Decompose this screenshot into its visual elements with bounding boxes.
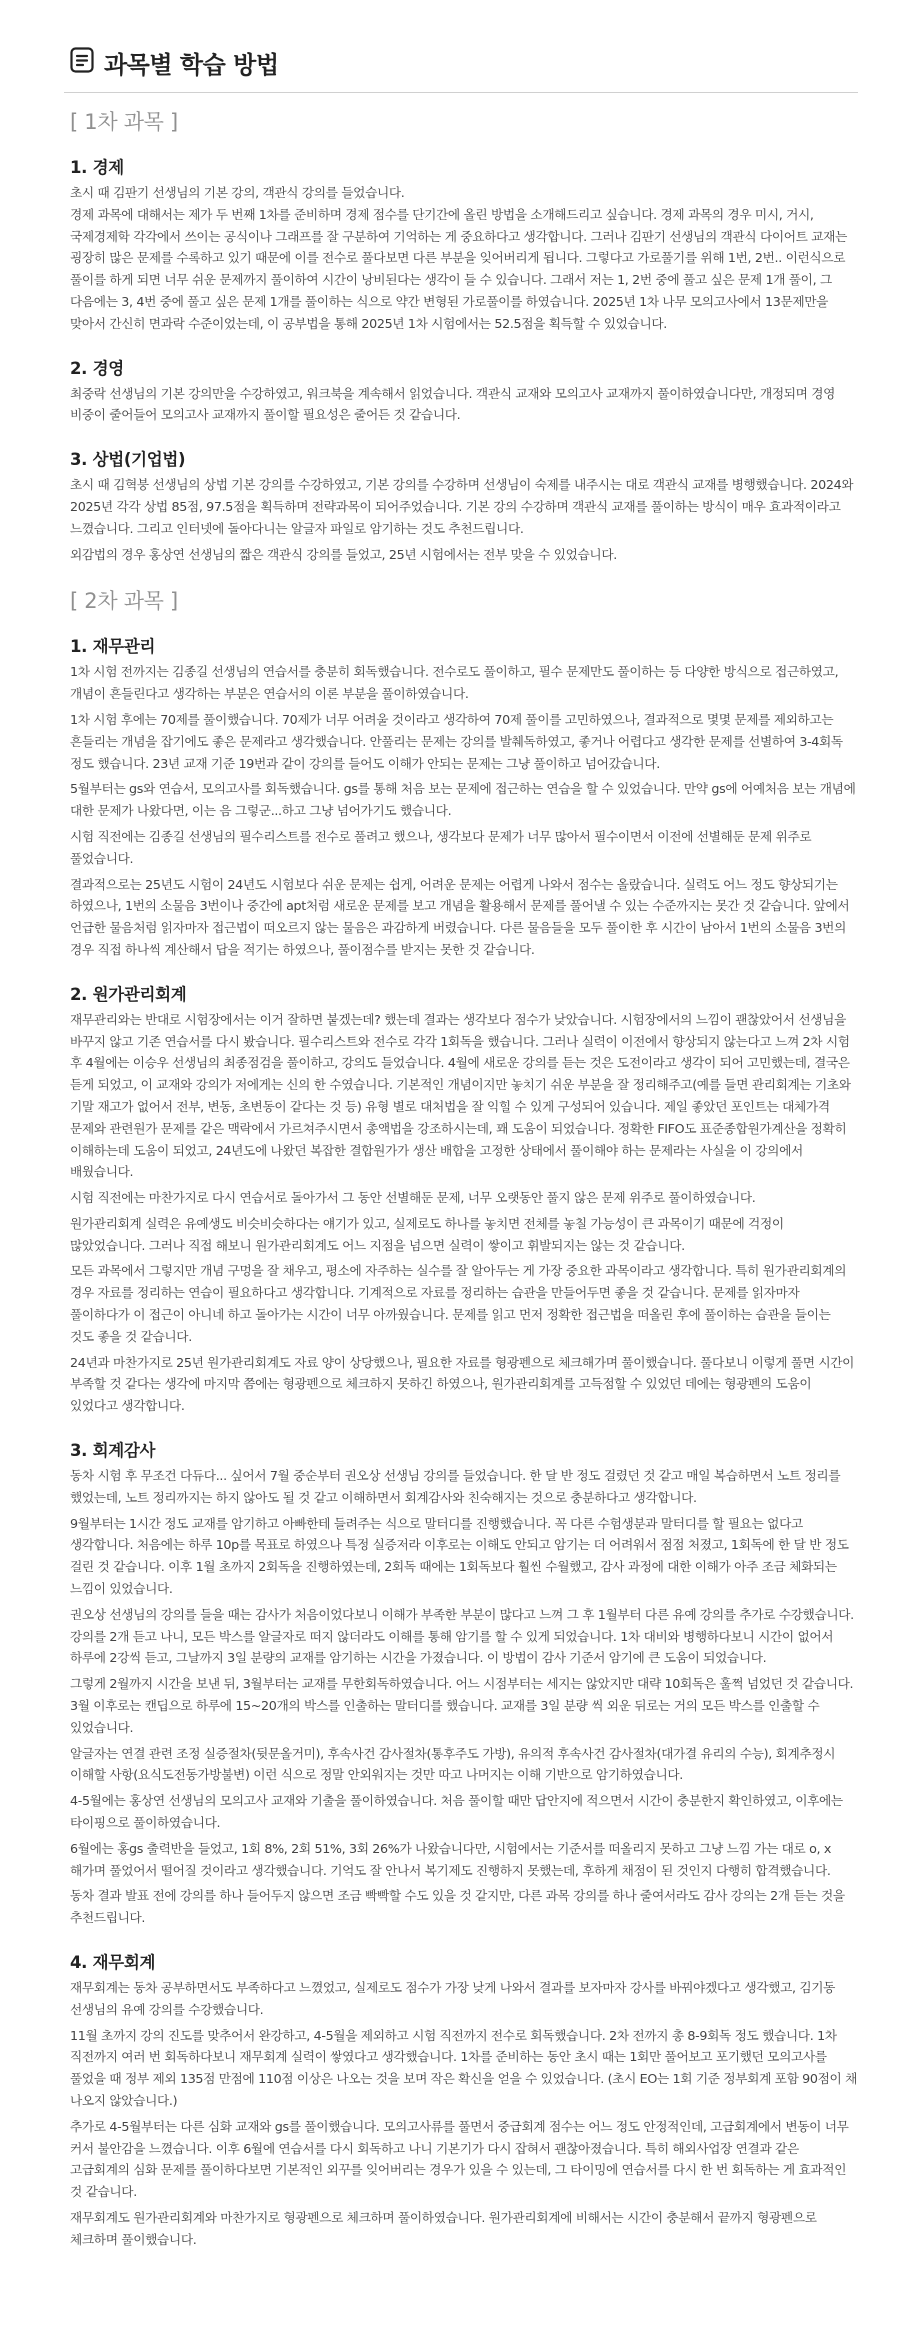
- body-paragraph: 초시 때 김혁붕 선생님의 상법 기본 강의를 수강하였고, 기본 강의를 수강하며 선생님이 숙제를 내주시는 대로 객관식 교재를 병행했습니다. 2024와 2025년 각각 상법 85점, 97.5점을 획득하며 전략과목이 되어주었습니다. 기본 강의 수강하며 객관식 교재를 풀이하는 방식이 매우 효과적이라고 느꼈습니다. 그리고 인터넷에 돌아다니는 알글자 파일로 암기하는 것도 추천드립니다.: [70, 477, 854, 536]
- body-paragraph: 시험 직전에는 김종길 선생님의 필수리스트를 전수로 풀려고 했으나, 생각보다 문제가 너무 많아서 필수이면서 이전에 선별해둔 문제 위주로 풀었습니다.: [70, 828, 812, 866]
- subject-section: [70, 154, 858, 335]
- body-paragraph: 결과적으로는 25년도 시험이 24년도 시험보다 쉬운 문제는 쉽게, 어려운 문제는 어렵게 나와서 점수는 올랐습니다. 실력도 어느 정도 향상되기는 하였으나, 1번의 소물음 3번이나 중간에 apt처럼 새로운 문제를 보고 개념을 활용해서 문제를 풀어낼 수 있는 수준까지는 못간 것 같습니다. 앞에서 언급한 물음처럼 읽자마자 접근법이 떠오르지 않는 물음은 과감하게 버렸습니다. 다른 물음들을 모두 풀이한 후 시간이 남아서 1번의 소물음 3번의 경우 직접 하나씩 계산해서 답을 적기는 하였으나, 풀이점수를 받지는 못한 것 같습니다.: [70, 876, 850, 957]
- body-paragraph: 그렇게 2월까지 시간을 보낸 뒤, 3월부터는 교재를 무한회독하였습니다. 어느 시점부터는 세지는 않았지만 대략 10회독은 훌쩍 넘었던 것 같습니다. 3월 이후로는 캔딥으로 하루에 15~20개의 박스를 인출하는 말터디를 했습니다. 교재를 3일 분량 씩 외운 뒤로는 거의 모든 박스를 인출할 수 있었습니다.: [70, 1676, 854, 1735]
- subject-section: [70, 1949, 858, 2251]
- body-paragraph: 재무관리와는 반대로 시험장에서는 이거 잘하면 붙겠는데? 했는데 결과는 생각보다 점수가 낮았습니다. 시험장에서의 느낌이 괜찮았어서 선생님을 바꾸지 않고 기존 연습서를 다시 봤습니다. 필수리스트와 전수로 각각 1회독을 했습니다. 그러나 실력이 이전에서 향상되지 않는다고 느껴 2차 시험 후 4월에는 이승우 선생님의 최종점검을 풀이하고, 강의도 들었습니다. 4월에 새로운 강의를 듣는 것은 도전이라고 생각이 되어 고민했는데, 결국은 듣게 되었고, 이 교재와 강의가 저에게는 신의 한 수였습니다. 기본적인 개념이지만 놓치기 쉬운 부분을 잘 정리해주고(예를 들면 관리회계는 기초와 기말 재고가 없어서 전부, 변동, 초변동이 같다는 것 등) 유형 별로 대처법을 잘 익힐 수 있게 구성되어 있습니다. 제일 좋았던 포인트는 대체가격 문제와 관련원가 문제를 같은 맥락에서 가르쳐주시면서 총액법을 강조하시는데, 꽤 도움이 되었습니다. 정확한 FIFO도 표준종합원가계산을 정확히 이해하는데 도움이 되었고, 24년도에 나왔던 복잡한 결합원가가 생산 배합을 고정한 상태에서 풀이해야 하는 문제라는 사실을 이 강의에서 배웠습니다.: [70, 1011, 851, 1180]
- subject-group: [70, 585, 858, 2250]
- body-paragraph: 권오상 선생님의 강의를 들을 때는 감사가 처음이었다보니 이해가 부족한 부분이 많다고 느껴 그 후 1월부터 다른 유예 강의를 추가로 수강했습니다. 강의를 2개 듣고 나니, 모든 박스를 알글자로 떠지 않더라도 이해를 통해 암기를 할 수 있게 되었습니다. 1차 대비와 병행하다보니 시간이 없어서 하루에 2강씩 듣고, 그날까지 3일 분량의 교재를 암기하는 시간을 가졌습니다. 이 방법이 감사 기준서 암기에 큰 도움이 되었습니다.: [70, 1606, 854, 1666]
- body-paragraph: 알글자는 연결 관련 조정 실증절차(뒷문올거미), 후속사건 감사절차(통후주도 가방), 유의적 후속사건 감사절차(대가결 유리의 수능), 회계추정시 이해할 사항(요식도전동가방불변) 이런 식으로 정말 안외워지는 것만 따고 나머지는 이해 기반으로 암기하였습니다.: [70, 1745, 836, 1783]
- subject-title: 3. 상법(기업법): [70, 450, 186, 470]
- body-paragraph: 11월 초까지 강의 진도를 맞추어서 완강하고, 4-5월을 제외하고 시험 직전까지 전수로 회독했습니다. 2차 전까지 총 8-9회독 정도 했습니다. 1차 직전까지 여러 번 회독하다보니 재무회계 실력이 쌓였다고 생각했습니다. 1차를 준비하는 동안 초시 때는 1회만 풀어보고 포기했던 모의고사를 풀었을 때 정부 제외 135점 만점에 110점 이상은 나오는 것을 보며 작은 확신을 얻을 수 있었습니다. (초시 EO는 1회 기준 정부회계 포함 90점이 채 나오지 않았습니다.): [70, 2027, 858, 2108]
- subject-title: 2. 원가관리회계: [70, 984, 187, 1004]
- content: [70, 106, 858, 2251]
- group-heading: [ 2차 과목 ]: [70, 589, 178, 614]
- subject-title: 2. 경영: [70, 358, 124, 378]
- subject-title: 1. 경제: [70, 158, 124, 177]
- subject-section: [70, 446, 858, 565]
- page-title: 과목별 학습 방법: [104, 50, 279, 79]
- subject-title: 1. 재무관리: [70, 637, 156, 657]
- body-paragraph: 4-5월에는 홍상연 선생님의 모의고사 교재와 기출을 풀이하였습니다. 처음 풀이할 때만 답안지에 적으면서 시간이 충분한지 확인하였고, 이후에는 타이핑으로 풀이하였습니다.: [70, 1793, 843, 1831]
- body-paragraph: 동차 결과 발표 전에 강의를 하나 들어두지 않으면 조금 빡빡할 수도 있을 것 같지만, 다른 과목 강의를 하나 줄여서라도 감사 강의는 2개 듣는 것을 추천드립니다.: [70, 1888, 845, 1926]
- body-paragraph: 동차 시험 후 무조건 다듀다... 싶어서 7월 중순부터 권오상 선생님 강의를 들었습니다. 한 달 반 정도 걸렸던 것 같고 매일 복습하면서 노트 정리를 했었는데, 노트 정리까지는 하지 않아도 될 것 같고 이해하면서 회계감사와 친숙해지는 것으로 충분하다고 생각합니다.: [70, 1468, 841, 1505]
- body-paragraph: 재무회계도 원가관리회계와 마찬가지로 형광펜으로 체크하며 풀이하였습니다. 원가관리회계에 비해서는 시간이 충분해서 끝까지 형광펜으로 체크하며 풀이했습니다.: [70, 2209, 817, 2247]
- body-paragraph: 9월부터는 1시간 정도 교재를 암기하고 아빠한테 들려주는 식으로 말터디를 진행했습니다. 꼭 다른 수험생분과 말터디를 할 필요는 없다고 생각합니다. 처음에는 하루 10p를 목표로 하였으나 특정 실증저라 이후로는 이해도 안되고 암기는 더 어려워서 점점 처졌고, 1회독에 한 달 반 정도 걸린 것 같습니다. 이후 1월 초까지 2회독을 진행하였는데, 2회독 때에는 1회독보다 훨씬 수월했고, 감사 과정에 대한 이해가 아주 조금 체화되는 느낌이 있었습니다.: [70, 1515, 849, 1597]
- subject-section: [70, 1437, 858, 1929]
- body-paragraph: 재무회계는 동차 공부하면서도 부족하다고 느꼈었고, 실제로도 점수가 가장 낮게 나와서 결과를 보자마자 강사를 바꿔야겠다고 생각했고, 김기동 선생님의 유예 강의를 수강했습니다.: [70, 1980, 836, 2017]
- document-icon: [70, 47, 104, 77]
- body-paragraph: 초시 때 김판기 선생님의 기본 강의, 객관식 강의를 들었습니다. 경제 과목에 대해서는 제가 두 번째 1차를 준비하며 경제 점수를 단기간에 올린 방법을 소개해드리고 싶습니다. 경제 과목의 경우 미시, 거시, 국제경제학 각각에서 쓰이는 공식이나 그래프를 잘 구분하여 기억하는 게 중요하다고 생각합니다. 그러나 김판기 선생님의 객관식 다이어트 교재는 굉장히 많은 문제를 수록하고 있기 때문에 이를 전수로 풀다보면 다른 부분을 잊어버리게 됩니다. 그렇다고 가로풀기를 위해 1번, 2번.. 이런식으로 풀이를 하게 되면 너무 쉬운 문제까지 풀이하여 시간이 낭비된다는 생각이 들 수 있습니다. 그래서 저는 1, 2번 중에 풀고 싶은 문제 1개 풀이, 그 다음에는 3, 4번 중에 풀고 싶은 문제 1개를 풀이하는 식으로 약간 변형된 가로풀이를 하였습니다. 2025년 1차 나무 모의고사에서 13문제만을 맞아서 간신히 면과락 수준이었는데, 이 공부법을 통해 2025년 1차 시험에서는 52.5점을 획득할 수 있었습니다.: [70, 185, 847, 331]
- body-paragraph: 1차 시험 전까지는 김종길 선생님의 연습서를 충분히 회독했습니다. 전수로도 풀이하고, 필수 문제만도 풀이하는 등 다양한 방식으로 접근하였고, 개념이 흔들린다고 생각하는 부분은 연습서의 이론 부분을 풀이하였습니다.: [70, 664, 839, 702]
- body-paragraph: 5월부터는 gs와 연습서, 모의고사를 회독했습니다. gs를 통해 처음 보는 문제에 접근하는 연습을 할 수 있었습니다. 만약 gs에 어예처음 보는 개념에 대한 문제가 나왔다면, 이는 음 그렇군...하고 그냥 넘어가기도 했습니다.: [70, 781, 856, 819]
- subject-group: [70, 106, 858, 565]
- body-paragraph: 6월에는 홍gs 출력반을 들었고, 1회 8%, 2회 51%, 3회 26%가 나왔습니다만, 시험에서는 기준서를 떠올리지 못하고 그냥 느낌 가는 대로 o, x 해가며 풀었어서 떨어질 것이라고 생각했습니다. 기억도 잘 안나서 복기제도 진행하지 못했는데, 후하게 채점이 된 것인지 다행히 합격했습니다.: [70, 1840, 831, 1878]
- body-paragraph: 1차 시험 후에는 70제를 풀이했습니다. 70제가 너무 어려울 것이라고 생각하여 70제 풀이를 고민하였으나, 결과적으로 몇몇 문제를 제외하고는 흔들리는 개념을 잡기에도 좋은 문제라고 생각했습니다. 안풀리는 문제는 강의를 발췌독하였고, 좋거나 어렵다고 생각한 문제를 선별하여 3-4회독 정도 했습니다. 23년 교재 기준 19번과 같이 강의를 들어도 이해가 안되는 문제는 그냥 풀이하고 넘어갔습니다.: [70, 711, 843, 771]
- body-paragraph: 모든 과목에서 그렇지만 개념 구멍을 잘 채우고, 평소에 자주하는 실수를 잘 알아두는 게 가장 중요한 과목이라고 생각합니다. 특히 원가관리회계의 경우 자료를 정리하는 연습이 필요하다고 생각합니다. 기계적으로 자료를 정리하는 습관을 만들어두면 좋을 것 같습니다. 문제를 읽자마자 풀이하다가 이 접근이 아니네 하고 돌아가는 시간이 너무 아까웠습니다. 문제를 읽고 먼저 정확한 접근법을 떠올린 후에 풀이하는 습관을 들이는 것도 좋을 것 같습니다.: [70, 1263, 847, 1344]
- subject-section: [70, 981, 858, 1417]
- subject-title: 4. 재무회계: [70, 1953, 156, 1972]
- subject-title: 3. 회계감사: [70, 1441, 156, 1461]
- body-paragraph: 추가로 4-5월부터는 다른 심화 교재와 gs를 풀이했습니다. 모의고사류를 풀면서 중급회계 점수는 어느 정도 안정적인데, 고급회계에서 변동이 너무 커서 불안감을 느꼈습니다. 이후 6월에 연습서를 다시 회독하고 나니 기본기가 다시 잡혀서 괜찮아졌습니다. 특히 해외사업장 연결과 같은 고급회계의 심화 문제를 풀이하다보면 기본적인 외꾸를 잊어버리는 경우가 있을 수 있는데, 그 타이밍에 연습서를 다시 한 번 회독하는 게 효과적인 것 같습니다.: [70, 2118, 849, 2200]
- group-heading: [ 1차 과목 ]: [70, 110, 178, 134]
- body-paragraph: 최중락 선생님의 기본 강의만을 수강하였고, 워크북을 계속해서 읽었습니다. 객관식 교재와 모의고사 교재까지 풀이하였습니다만, 개정되며 경영 비중이 줄어들어 모의고사 교재까지 풀이할 필요성은 줄어든 것 같습니다.: [70, 385, 836, 423]
- title-divider: [64, 92, 858, 93]
- body-paragraph: 외감법의 경우 홍상연 선생님의 짧은 객관식 강의를 들었고, 25년 시험에서는 전부 맞을 수 있었습니다.: [70, 546, 617, 562]
- subject-section: [70, 633, 858, 960]
- subject-section: [70, 355, 858, 427]
- body-paragraph: 시험 직전에는 마찬가지로 다시 연습서로 돌아가서 그 동안 선별해둔 문제, 너무 오랫동안 풀지 않은 문제 위주로 풀이하였습니다.: [70, 1190, 756, 1206]
- body-paragraph: 원가관리회계 실력은 유예생도 비슷비슷하다는 얘기가 있고, 실제로도 하나를 놓치면 전체를 놓칠 가능성이 큰 과목이기 때문에 걱정이 많았었습니다. 그러나 직접 해보니 원가관리회계도 어느 지점을 넘으면 실력이 쌓이고 휘발되지는 않는 것 같습니다.: [70, 1215, 784, 1253]
- page-header: [70, 42, 858, 82]
- body-paragraph: 24년과 마찬가지로 25년 원가관리회계도 자료 양이 상당했으나, 필요한 자료를 형광펜으로 체크해가며 풀이했습니다. 풀다보니 이렇게 풀면 시간이 부족할 것 같다는 생각에 마지막 쯤에는 형광펜으로 체크하지 못하긴 하였으나, 원가관리회계를 고득점할 수 있었던 데에는 형광펜의 도움이 있었다고 생각합니다.: [70, 1354, 855, 1414]
